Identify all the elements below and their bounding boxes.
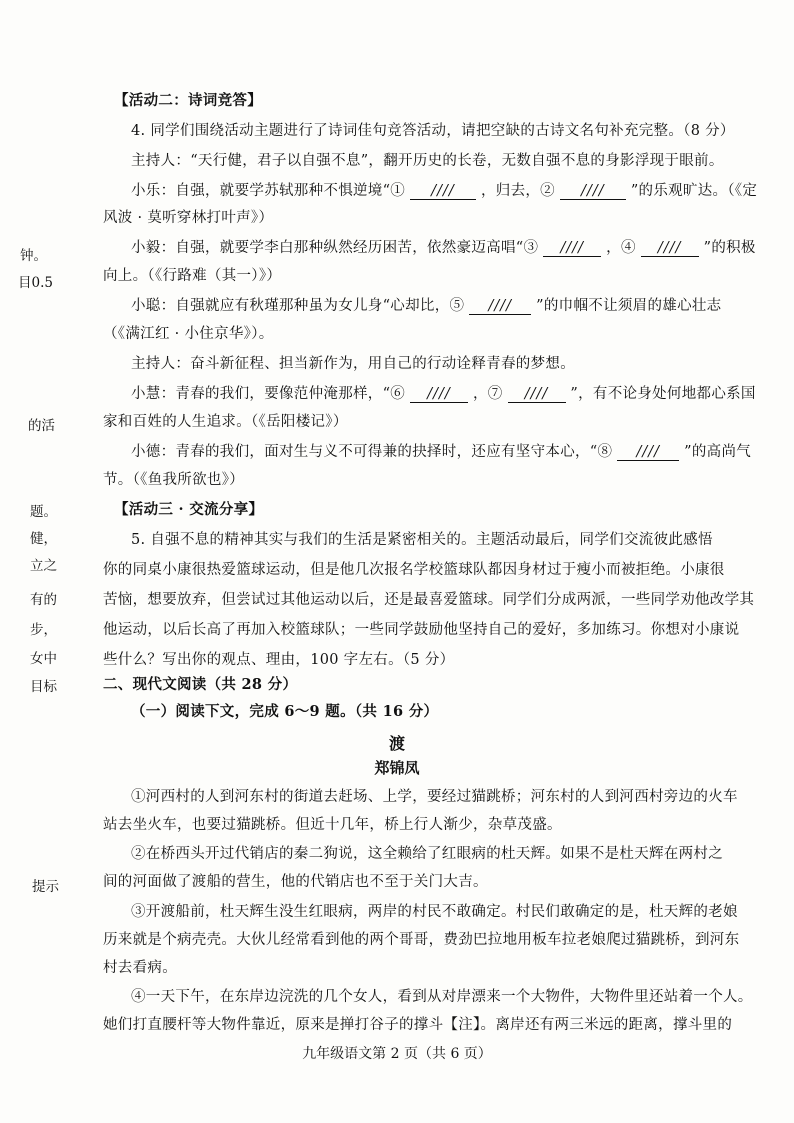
- text-segment: 小毅：自强，就要学李白那种纵然经历困苦，依然豪迈高唱“③: [131, 240, 539, 256]
- xiaode-line: [131, 442, 751, 462]
- margin-fragment: 女中: [30, 651, 57, 667]
- margin-fragment: 步，: [30, 622, 57, 638]
- margin-fragment: 目0.5: [18, 275, 53, 291]
- margin-fragment: 提示: [32, 879, 59, 895]
- xiaole-line: [131, 181, 757, 201]
- question-5-line: 他运动，以后长高了再加入校篮球队；一些同学鼓励他坚持自己的爱好，多加练习。你想对小康说: [103, 622, 740, 638]
- article-paragraph-line: ③开渡船前，杜天辉生没生红眼病，两岸的村民不敢确定。村民们敢确定的是，杜天辉的老娘: [131, 904, 738, 920]
- answer-blank-2[interactable]: ////: [560, 183, 626, 200]
- question-5-line: 些什么？写出你的观点、理由，100 字左右。（5 分）: [103, 652, 455, 668]
- activity3-header: 【活动三 · 交流分享】: [114, 501, 264, 518]
- answer-blank-4[interactable]: ////: [641, 240, 699, 257]
- text-segment: ，④: [606, 240, 636, 256]
- article-paragraph-line: 间的河面做了渡船的营生，他的代销店也不至于关门大吉。: [103, 874, 488, 890]
- margin-fragment: 的活: [28, 418, 55, 434]
- activity2-header: 【活动二：诗词竞答】: [114, 92, 262, 109]
- text-segment: 小慧：青春的我们，要像范仲淹那样，“⑥: [131, 386, 406, 402]
- text-segment: ”，有不论身处何地都心系国: [570, 386, 756, 402]
- xiaode-source: 节。（《鱼我所欲也》）: [103, 472, 245, 488]
- article-paragraph-line: ④一天下午，在东岸边浣洗的几个女人，看到从对岸漂来一个大物件，大物件里还站着一个人。: [131, 989, 753, 1005]
- host-line-2: 主持人：奋斗新征程、担当新作为，用自己的行动诠释青春的梦想。: [131, 356, 575, 372]
- text-segment: ，⑦: [472, 386, 503, 402]
- article-title: 渡: [388, 734, 405, 753]
- article-paragraph-line: 历来就是个病壳壳。大伙儿经常看到他的两个哥哥，费劲巴拉地用板车拉老娘爬过猫跳桥，到河东: [103, 932, 740, 948]
- text-segment: ，归去，②: [480, 183, 555, 199]
- text-segment: ”的积极: [703, 240, 756, 256]
- question-5-line: 你的同桌小康很热爱篮球运动，但是他几次报名学校篮球队都因身材过于瘦小而被拒绝。小康很: [103, 562, 725, 578]
- xiaohui-source: 家和百姓的人生追求。（《岳阳楼记》）: [103, 414, 348, 430]
- xiaohui-line: [131, 384, 756, 404]
- answer-blank-7[interactable]: ////: [508, 386, 566, 403]
- margin-fragment: 健，: [30, 531, 57, 547]
- text-segment: 小乐：自强，就要学苏轼那种不惧逆境“①: [131, 183, 406, 199]
- margin-fragment: 钟。: [20, 248, 47, 264]
- answer-blank-3[interactable]: ////: [543, 240, 601, 257]
- margin-fragment: 有的: [30, 592, 57, 608]
- article-paragraph-line: 她们打直腰杆等大物件靠近，原来是掸打谷子的撑斗【注】。离岸还有两三米远的距离，撑斗里的: [103, 1017, 733, 1033]
- answer-blank-6[interactable]: ////: [410, 386, 468, 403]
- subsection1-header: （一）阅读下文，完成 6～9 题。（共 16 分）: [131, 703, 439, 720]
- text-segment: ”的高尚气: [684, 444, 752, 460]
- text-segment: 小聪：自强就应有秋瑾那种虽为女儿身“心却比，⑤: [131, 298, 465, 314]
- question-5-line: 5. 自强不息的精神其实与我们的生活是紧密相关的。主题活动最后，同学们交流彼此感悟: [131, 532, 713, 548]
- text-segment: 小德：青春的我们，面对生与义不可得兼的抉择时，还应有坚守本心，“⑧: [131, 444, 613, 460]
- margin-fragment: 题。: [30, 504, 57, 520]
- xiaocong-line: [131, 296, 721, 316]
- answer-blank-8[interactable]: ////: [617, 444, 679, 461]
- text-segment: ”的巾帼不让须眉的雄心壮志: [536, 298, 722, 314]
- margin-fragment: 目标: [30, 679, 57, 695]
- article-author: 郑锦凤: [374, 759, 420, 777]
- host-line-1: 主持人：“天行健，君子以自强不息”，翻开历史的长卷，无数自强不息的身影浮现于眼前。: [131, 153, 724, 169]
- question-5-line: 苦恼，想要放弃，但尝试过其他运动以后，还是最喜爱篮球。同学们分成两派，一些同学劝他改学其: [103, 592, 755, 608]
- article-paragraph-line: 站去坐火车，也要过猫跳桥。但近十几年，桥上行人渐少，杂草茂盛。: [103, 817, 562, 833]
- page-footer: 九年级语文第 2 页（共 6 页）: [302, 1046, 492, 1062]
- answer-blank-5[interactable]: ////: [469, 298, 531, 315]
- section2-header: 二、现代文阅读（共 28 分）: [103, 676, 298, 693]
- xiaocong-source: （《满江红 · 小住京华》）。: [103, 326, 274, 342]
- text-segment: ”的乐观旷达。（《定: [630, 183, 758, 199]
- xiaole-source: 风波 · 莫听穿林打叶声》）: [103, 210, 274, 226]
- article-paragraph-line: ②在桥西头开过代销店的秦二狗说，这全赖给了红眼病的杜天辉。如果不是杜天辉在两村之: [131, 846, 723, 862]
- question-4-stem: 4. 同学们围绕活动主题进行了诗词佳句竞答活动，请把空缺的古诗文名句补充完整。（8 分）: [131, 123, 735, 139]
- answer-blank-1[interactable]: ////: [410, 183, 476, 200]
- margin-fragment: 立之: [30, 558, 57, 574]
- article-paragraph-line: 村去看病。: [103, 960, 177, 976]
- xiaoyi-line: [131, 238, 756, 258]
- article-paragraph-line: ①河西村的人到河东村的街道去赶场、上学，要经过猫跳桥；河东村的人到河西村旁边的火车: [131, 789, 738, 805]
- xiaoyi-source: 向上。（《行路难（其一）》）: [103, 268, 282, 284]
